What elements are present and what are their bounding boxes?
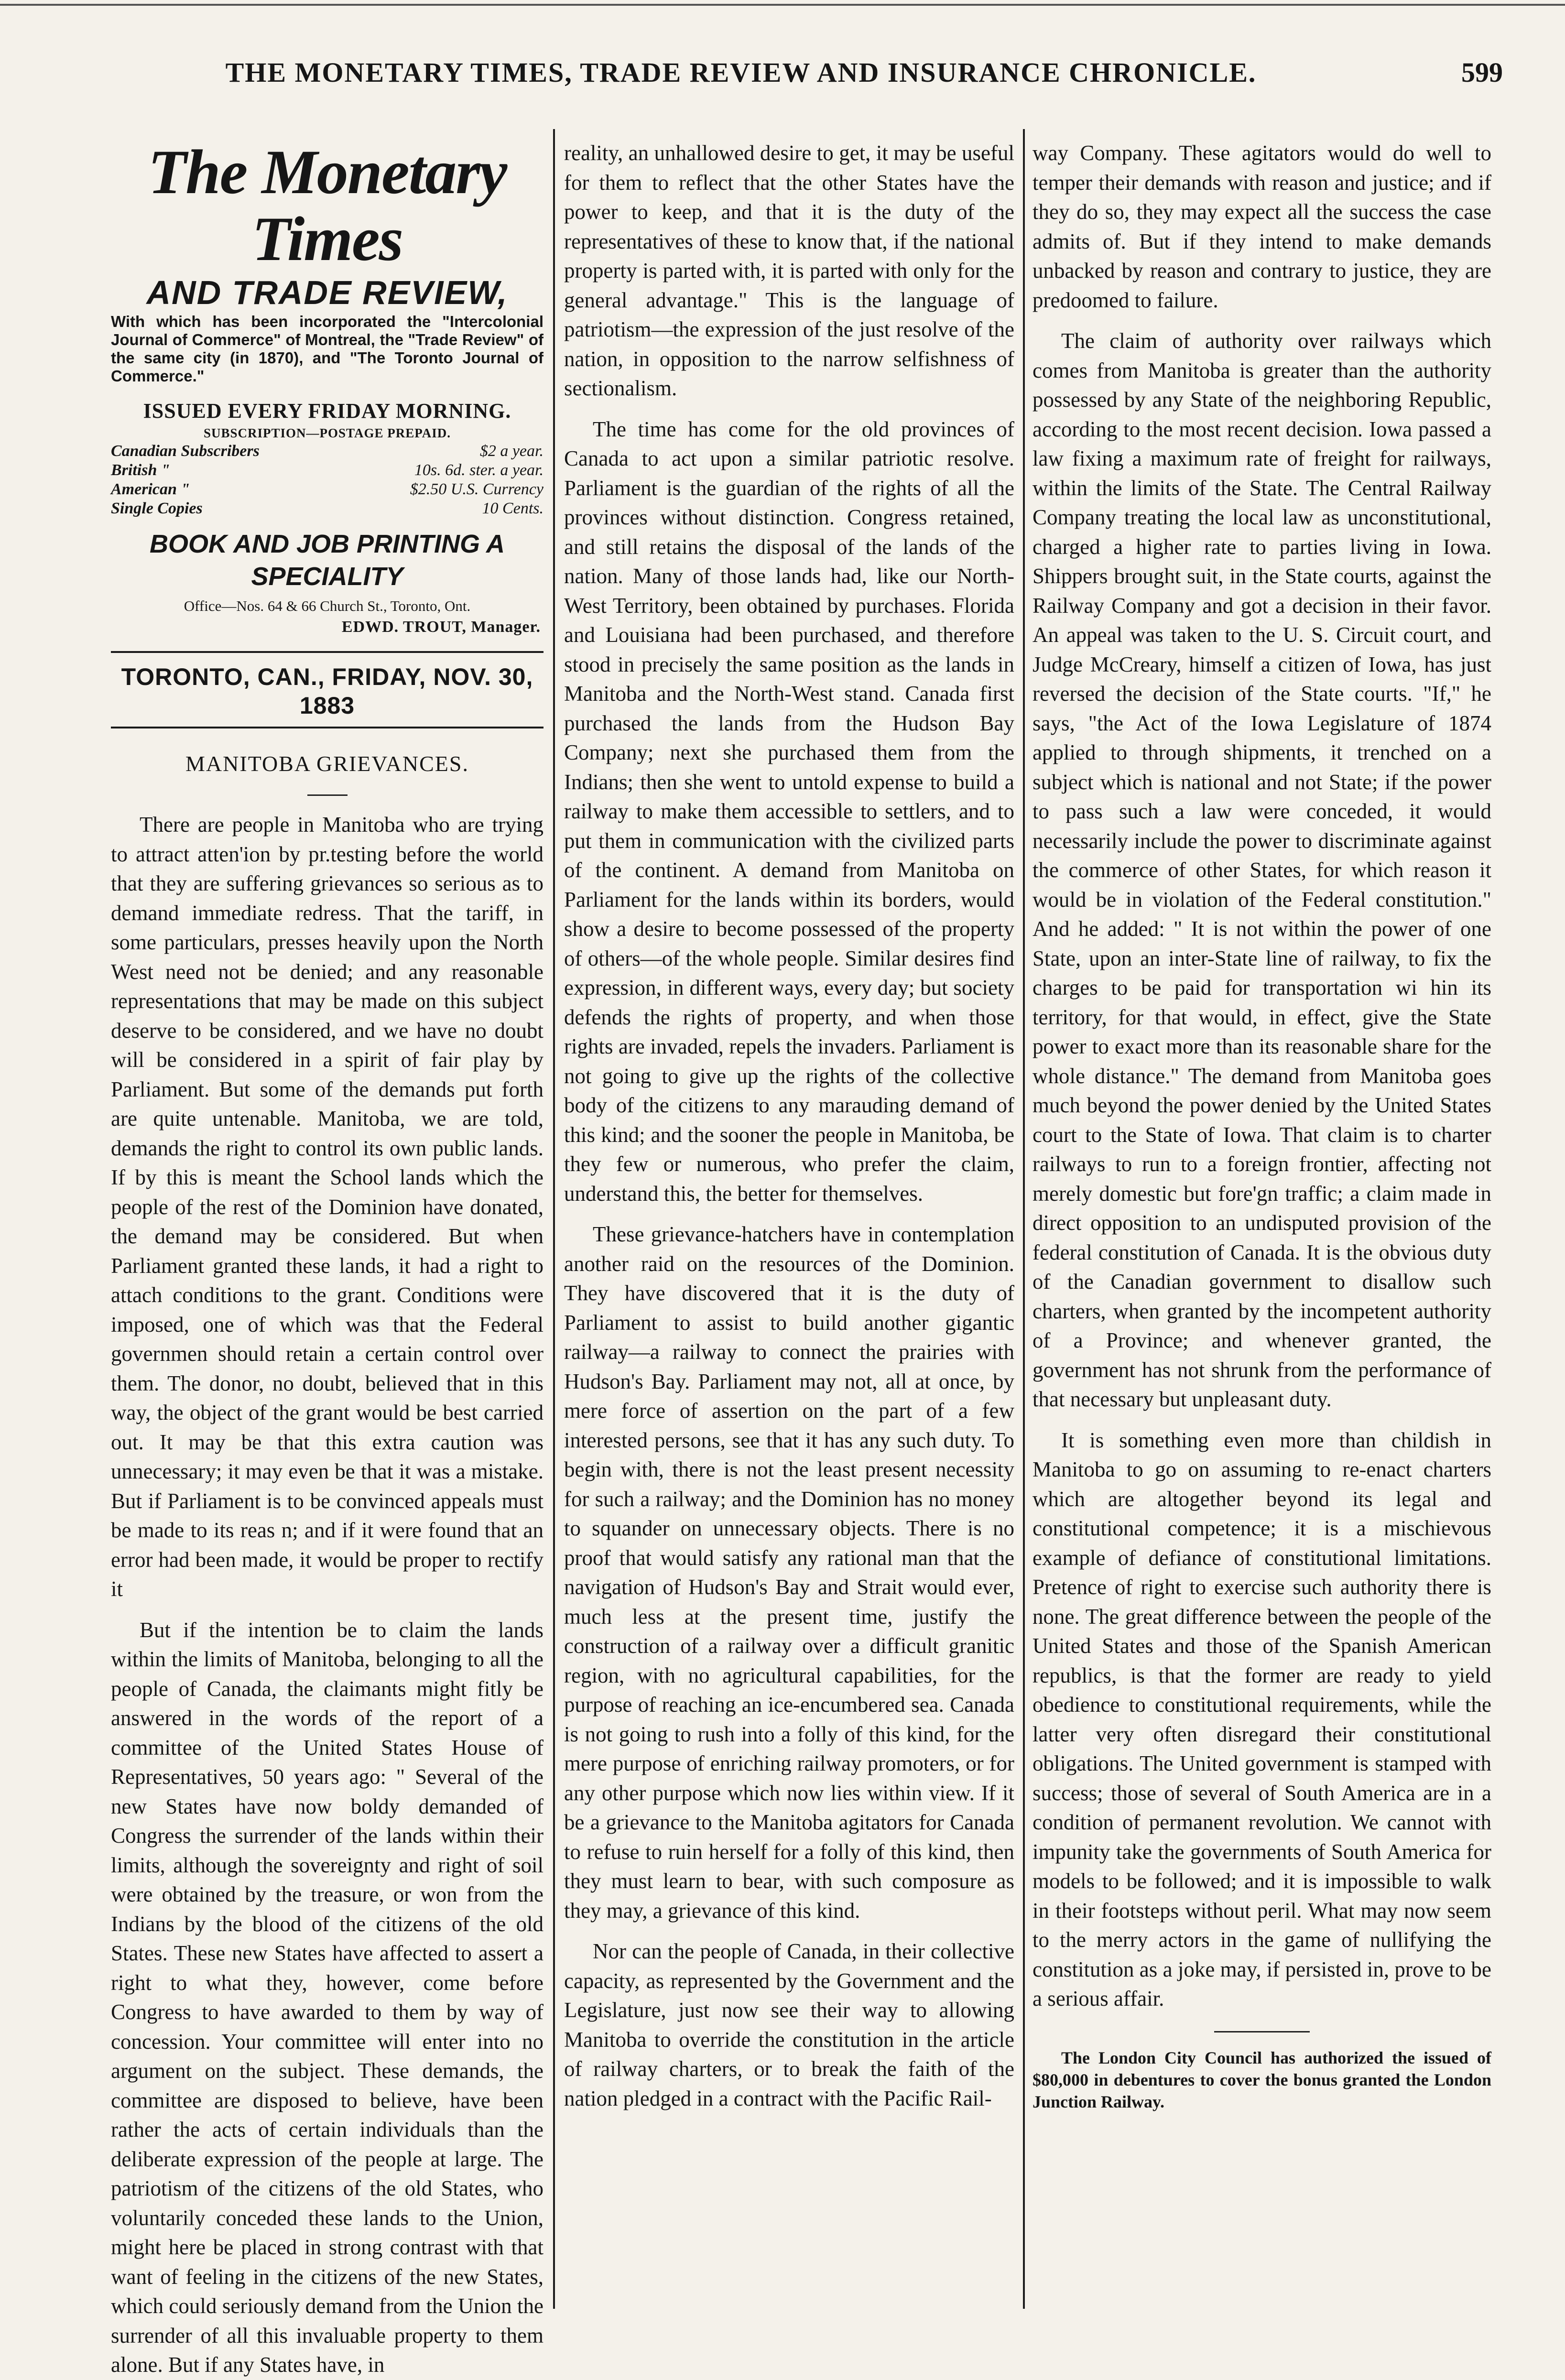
column-2: [564, 139, 1014, 2328]
column-1: [111, 137, 543, 2377]
brief-note: The London City Council has authorized the issued of $80,000 in debentures to cover the bonus granted the London Junction Railway.: [1032, 2048, 1491, 2111]
heading-rule: [307, 794, 348, 796]
rate-label: American ": [111, 480, 190, 498]
rate-label: Canadian Subscribers: [111, 442, 260, 460]
dateline: TORONTO, CAN., FRIDAY, NOV. 30, 1883: [121, 663, 533, 719]
office-address: Office—Nos. 64 & 66 Church St., Toronto, Ont.: [184, 598, 471, 614]
running-head: THE MONETARY TIMES, TRADE REVIEW AND INSURANCE CHRONICLE.: [225, 57, 1257, 88]
rate-label: British ": [111, 461, 170, 479]
rate-row: [111, 499, 543, 518]
article-paragraph: The claim of authority over railways which comes from Manitoba is greater than the authority possessed by any State of the neighboring Republic, according to the most recent decision. Iowa passed a law fixing a maximum rate of freight for railways, within the limits of the State. The Central Railway Company treating the local law as unconstitutional, charged a higher rate to parties living in Iowa. Shippers brought suit, in the State courts, against the Railway Company and got a decision in their favor. An appeal was taken to the U. S. Circuit court, and Judge McCreary, himself a citizen of Iowa, has just reversed the decision of the State courts. "If," he says, "the Act of the Iowa Legislature of 1874 applied to through shipments, it trenched on a subject which is national and not State; if the power to pass such a law were conceded, it would necessarily include the power to discriminate against the commerce of other States, for which reason it would be in violation of the Federal constitution." And he added: " It is not within the power of one State, upon an inter-State line of railway, to fix the charges to be paid for transportation wi hin its territory, for that would, in effect, give the State power to exact more than its reasonable share for the whole distance." The demand from Manitoba goes much beyond the power denied by the United States court to the State of Iowa. That claim is to charter railways to run to a foreign frontier, affecting not merely domestic but fore'gn traffic; a claim made in direct opposition to an undisputed provision of the federal constitution of Canada. It is the obvious duty of the Canadian government to disallow such charters, when granted by the incompetent authority of a Province; and whenever granted, the government has not shrunk from the performance of that necessary but unpleasant duty.: [1032, 329, 1491, 1411]
article-paragraph: But if the intention be to claim the lands within the limits of Manitoba, belonging to all the people of Canada, the claimants might fitly be answered in the words of the report of a committee of the United States House of Representatives, 50 years ago: " Several of the new States have now boldy demanded of Congress the surrender of the lands within their limits, although the sovereignty and right of soil were obtained by the treasure, or won from the Indians by the blood of the citizens of the old States. These new States have affected to assert a right to what they, however, come before Congress to have awarded to them by way of concession. Your committee will enter into no argument on the subject. These demands, the committee are disposed to believe, have been rather the acts of certain individuals than the deliberate expression of the people at large. The patriotism of the citizens of the old States, who voluntarily conceded these lands to the Union, might here be placed in strong contrast with that want of feeling in the citizens of the new States, which could seriously demand from the Union the surrender of all this invaluable property to them alone. But if any States have, in: [111, 1618, 543, 2377]
article-paragraph: These grievance-hatchers have in contemplation another raid on the resources of the Dominion. They have discovered that it is the duty of Parliament to assist to build another gigantic railway—a railway to connect the prairies with Hudson's Bay. Parliament may not, all at once, by mere force of assertion on the part of a few interested persons, see that it has any such duty. To begin with, there is not the least present necessity for such a railway; and the Dominion has no money to squander on unnecessary objects. There is no proof that would satisfy any rational man that the navigation of Hudson's Bay and Strait would ever, much less at the present time, justify the construction of a railway over a difficult granitic region, with no agricultural capabilities, for the purpose of reaching an ice-encumbered sea. Canada is not going to rush into a folly of this kind, for the mere purpose of enriching railway promoters, or for any other purpose which now lies within view. If it be a grievance to the Manitoba agitators for Canada to refuse to ruin herself for a folly of this kind, then they must learn to bear, with such composure as they may, a grievance of this kind.: [564, 1222, 1014, 1923]
dateline-box: [111, 651, 543, 728]
article-paragraph: way Company. These agitators would do well to temper their demands with reason and justice; and if they do so, they may expect all the success the case admits of. But if they intend to make demands unbacked by reason and contrary to justice, they are predoomed to failure.: [1032, 141, 1491, 312]
incorporated-note: With which has been incorporated the "Intercolonial Journal of Commerce" of Montreal, the "Trade Review" of the same city (in 1870), and "The Toronto Journal of Commerce.": [111, 313, 543, 385]
page-number: 599: [1461, 57, 1503, 88]
manager-line: EDWD. TROUT, Manager.: [341, 618, 541, 636]
rate-value: $2.50 U.S. Currency: [410, 480, 543, 498]
subscription-rates: [111, 442, 543, 518]
column-rule-1: [553, 129, 555, 2309]
masthead-subtitle: AND TRADE REVIEW,: [146, 274, 508, 311]
article-paragraph: There are people in Manitoba who are trying to attract atten'ion by pr.testing before the world that they are suffering grievances so serious as to demand immediate redress. That the tariff, in some particulars, presses heavily upon the North West need not be denied; and any reasonable representations that may be made on this subject deserve to be considered, and we have no doubt will be considered in a spirit of fair play by Parliament. But some of the demands put forth are quite untenable. Manitoba, we are told, demands the right to control its own public lands. If by this is meant the School lands which the people of the rest of the Dominion have donated, the demand may be considered. But when Parliament granted these lands, it had a right to attach conditions to the grant. Conditions were imposed, one of which was that the Federal governmen should retain a certain control over them. The donor, no doubt, believed that in this way, the object of the grant would be best carried out. It may be that this extra caution was unnecessary; it may even be that it was a mistake. But if Parliament is to be convinced appeals must be made to its reas n; and if it were found that an error had been made, it would be proper to rectify it: [111, 813, 543, 1601]
article-paragraph: reality, an unhallowed desire to get, it may be useful for them to reflect that the other States have the power to keep, and that it is the duty of the representatives of these to know that, if the national property is parted with, it is parted with only for the general advantage." This is the language of patriotism—the expression of the just resolve of the nation, in opposition to the narrow selfishness of sectionalism.: [564, 141, 1014, 400]
subscription-heading: SUBSCRIPTION—POSTAGE PREPAID.: [203, 426, 451, 440]
rate-row: [111, 480, 543, 499]
issued-line: ISSUED EVERY FRIDAY MORNING.: [143, 399, 511, 423]
article-heading: MANITOBA GRIEVANCES.: [185, 751, 469, 776]
article-paragraph: Nor can the people of Canada, in their collective capacity, as represented by the Government and the Legislature, just now see their way to allowing Manitoba to override the constitution in the article of railway charters, or to break the faith of the nation pledged in a contract with the Pacific Rail-: [564, 1939, 1014, 2110]
rate-value: 10s. 6d. ster. a year.: [414, 461, 543, 479]
rate-label: Single Copies: [111, 500, 203, 517]
section-rule: [1214, 2031, 1310, 2032]
top-rule: [0, 4, 1565, 6]
rate-value: 10 Cents.: [482, 500, 543, 517]
column-3: [1032, 139, 1491, 2328]
article-paragraph: It is something even more than childish in Manitoba to go on assuming to re-enact charters which are altogether beyond its legal and constitutional competence; it is a mischievous example of defiance of constitutional limitations. Pretence of right to exercise such authority there is none. The great difference between the people of the United States and those of the Spanish American republics, is that the former are ready to yield obedience to constitutional requirements, while the latter very often disregard their constitutional obligations. The United government is stamped with success; those of several of South America are in a condition of permanent revolution. We cannot with impunity take the governments of South America for models to be followed; and it is impossible to walk in their footsteps without peril. What may now seem to the merry actors in the game of nullifying the constitution as a joke may, if persisted in, prove to be a serious affair.: [1032, 1428, 1491, 2011]
rate-row: [111, 461, 543, 480]
masthead-title: The Monetary Times: [148, 137, 507, 274]
book-job-printing: BOOK AND JOB PRINTING A SPECIALITY: [149, 530, 505, 591]
rate-value: $2 a year.: [479, 442, 543, 460]
article-paragraph: The time has come for the old provinces of Canada to act upon a similar patriotic resolve. Parliament is the guardian of the rights of all the provinces without distinction. Congress retained, and still retains the disposal of the lands of the nation. Many of those lands had, like our North-West Territory, been obtained by purchases. Florida and Louisiana had been purchased, and therefore stood in precisely the same position as the lands in Manitoba and the North-West stand. Canada first purchased the lands from the Hudson Bay Company; next she purchased them from the Indians; then she went to untold expense to build a railway to make them accessible to settlers, and to put them in communication with the civilized parts of the continent. A demand from Manitoba on Parliament for the lands within its borders, would show a desire to become possessed of the property of others—of the whole people. Similar desires find expression, in different ways, every day; but society defends the rights of property, and when those rights are invaded, repels the invaders. Parliament is not going to give up the rights of the collective body of the citizens to any marauding demand of this kind; and the sooner the people in Manitoba, be they few or numerous, who prefer the claim, understand this, the better for themselves.: [564, 417, 1014, 1206]
rate-row: [111, 442, 543, 461]
column-rule-2: [1023, 129, 1025, 2309]
